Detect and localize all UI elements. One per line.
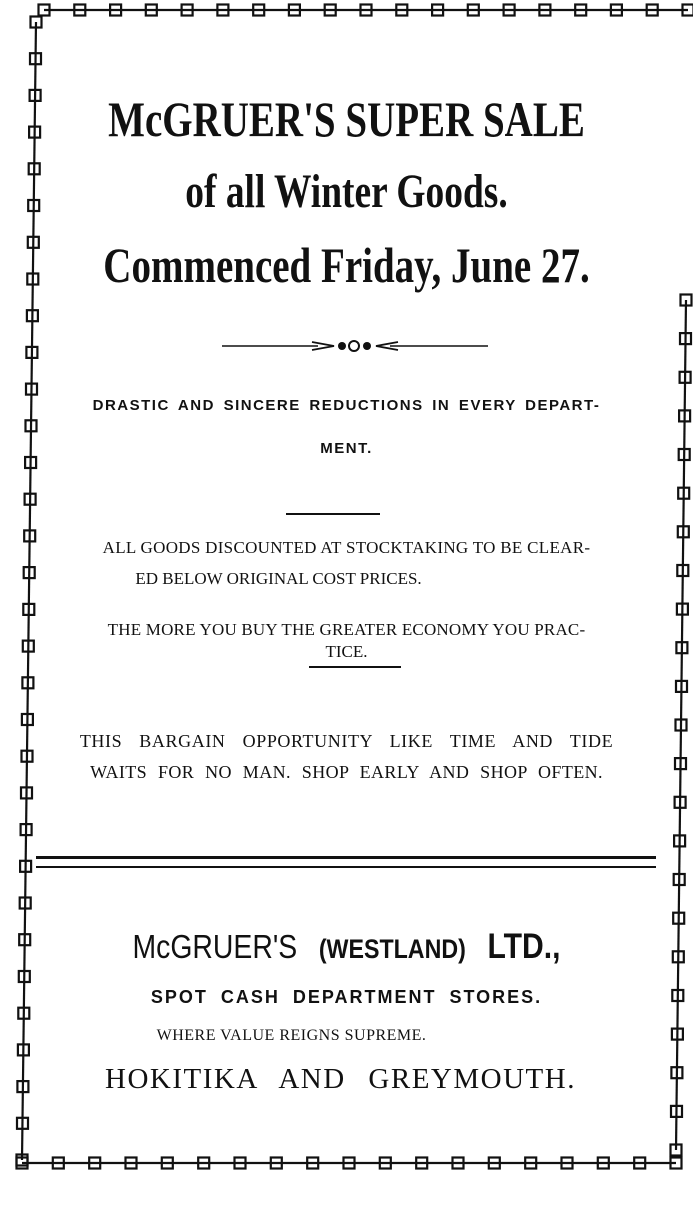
ornament-divider [222, 336, 488, 356]
stores-tagline: SPOT CASH DEPARTMENT STORES. [150, 987, 543, 1007]
short-rule-2 [309, 666, 401, 668]
slogan: WHERE VALUE REIGNS SUPREME. [156, 1027, 427, 1044]
bargain-line-2: WAITS FOR NO MAN. SHOP EARLY AND SHOP OFTEN. [90, 762, 603, 782]
economy-line-2: TICE. [325, 642, 368, 661]
reductions-line-2: MENT. [320, 440, 373, 457]
bargain-line-1: THIS BARGAIN OPPORTUNITY LIKE TIME AND TIDE [79, 731, 614, 751]
company-name: McGRUER'S [132, 928, 298, 965]
headline-line-3: Commenced Friday, June 27. [103, 237, 590, 293]
double-rule-top [36, 856, 656, 859]
discount-line-2: ED BELOW ORIGINAL COST PRICES. [135, 569, 422, 588]
double-rule-bottom [36, 866, 656, 868]
reductions-line-1: DRASTIC AND SINCERE REDUCTIONS IN EVERY DEPART- [92, 397, 601, 414]
company-name-line [49, 927, 645, 967]
short-rule-1 [286, 513, 380, 515]
economy-line-1: THE MORE YOU BUY THE GREATER ECONOMY YOU PRAC- [107, 620, 586, 639]
headline-line-2: of all Winter Goods. [185, 165, 508, 218]
discount-line-1: ALL GOODS DISCOUNTED AT STOCKTAKING TO BE CLEAR- [102, 538, 591, 557]
locations: HOKITIKA AND GREYMOUTH. [105, 1063, 576, 1095]
company-region: (WESTLAND) [318, 934, 466, 964]
headline-line-1: McGRUER'S SUPER SALE [108, 91, 585, 147]
company-suffix: LTD., [487, 927, 561, 966]
